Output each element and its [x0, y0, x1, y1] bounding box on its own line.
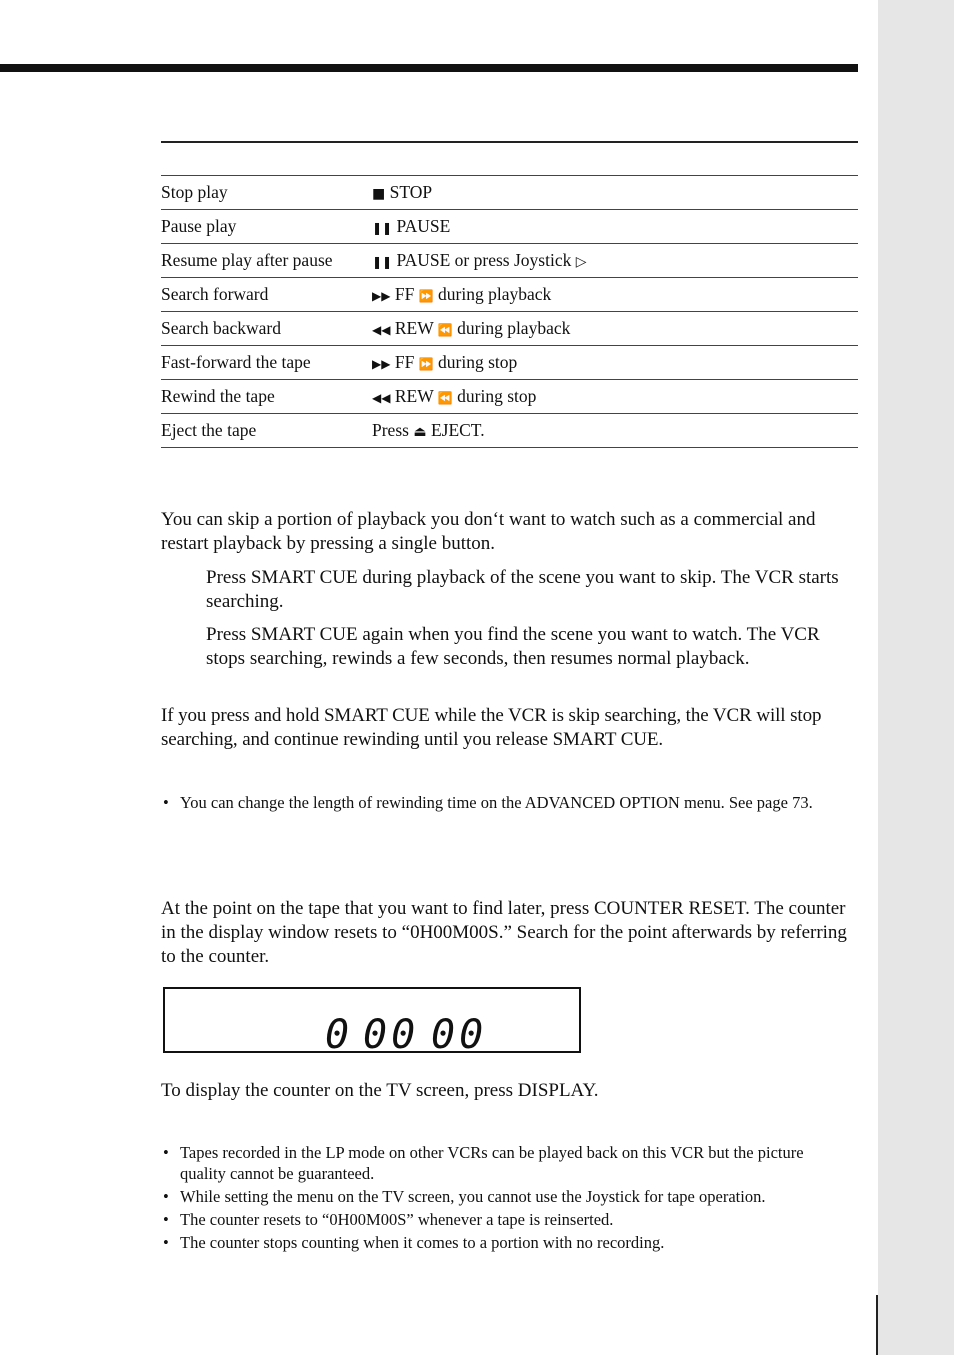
table-row [161, 210, 858, 244]
counter-text: At the point on the tape that you want to find later, press COUNTER RESET. The counter in the display window resets to “0H00M00S.” Search for the point afterwards by referring to the counter. [161, 898, 847, 967]
table-row [161, 380, 858, 414]
ff-circle-icon: ⏩ [418, 289, 434, 303]
rewind-icon: ◀◀ [372, 323, 391, 337]
operation-cell: ▶▶ FF ⏩ during playback [372, 278, 858, 312]
table-row [161, 312, 858, 346]
operation-cell: ◀◀ REW ⏪ during playback [372, 312, 858, 346]
note-item: • While setting the menu on the TV screen, you cannot use the Joystick for tape operation. [161, 1186, 851, 1207]
header-rule [0, 64, 858, 72]
counter-minutes: 00 [363, 1012, 420, 1058]
playback-operations-table [161, 175, 858, 448]
operation-cell: ▶▶ FF ⏩ during stop [372, 346, 858, 380]
display-counter-text: To display the counter on the TV screen, press DISPLAY. [161, 1080, 599, 1101]
note-item: • The counter stops counting when it comes to a portion with no recording. [161, 1232, 851, 1253]
note-item: • You can change the length of rewinding time on the ADVANCED OPTION menu. See page 73. [161, 792, 851, 813]
skip-step-1: Press SMART CUE during playback of the scene you want to skip. The VCR starts searching. [206, 567, 839, 612]
skip-notes [161, 792, 851, 815]
operation-cell: ❚❚ PAUSE or press Joystick ▷ [372, 244, 858, 278]
action-cell: Eject the tape [161, 414, 372, 448]
section-rule [161, 141, 858, 143]
operation-cell: ◀◀ REW ⏪ during stop [372, 380, 858, 414]
table-row [161, 278, 858, 312]
ff-circle-icon: ⏩ [418, 357, 434, 371]
note-item: • Tapes recorded in the LP mode on other VCRs can be played back on this VCR but the picture quality cannot be guaranteed. [161, 1142, 851, 1184]
stop-icon: ■ [372, 186, 386, 202]
table-row [161, 244, 858, 278]
counter-seconds: 00 [431, 1012, 488, 1058]
action-cell: Stop play [161, 176, 372, 210]
action-cell: Rewind the tape [161, 380, 372, 414]
operation-cell: ❚❚ PAUSE [372, 210, 858, 244]
page-edge-mark [876, 1295, 878, 1355]
table-row [161, 346, 858, 380]
eject-icon: ⏏ [413, 424, 427, 440]
operation-cell: Press ⏏ EJECT. [372, 414, 858, 448]
rewind-icon: ◀◀ [372, 391, 391, 405]
page-edge-strip [878, 0, 954, 1355]
rew-circle-icon: ⏪ [437, 323, 453, 337]
action-cell: Pause play [161, 210, 372, 244]
action-cell: Fast-forward the tape [161, 346, 372, 380]
counter-display-window [163, 987, 581, 1058]
skip-intro: You can skip a portion of playback you don‘t want to watch such as a commercial and restart playback by pressing a single button. [161, 509, 816, 554]
action-cell: Resume play after pause [161, 244, 372, 278]
counter-hours: 0 [325, 1012, 354, 1058]
rew-circle-icon: ⏪ [437, 391, 453, 405]
pause-icon: ❚❚ [372, 255, 393, 269]
joystick-right-icon: ▷ [575, 254, 587, 270]
action-cell: Search forward [161, 278, 372, 312]
skip-hold-text: If you press and hold SMART CUE while the VCR is skip searching, the VCR will stop searching, and continue rewinding until you release SMART CUE. [161, 705, 822, 750]
table-row [161, 414, 858, 448]
table-row [161, 176, 858, 210]
skip-step-2: Press SMART CUE again when you find the scene you want to watch. The VCR stops searching, rewinds a few seconds, then resumes normal playback. [206, 624, 820, 669]
action-cell: Search backward [161, 312, 372, 346]
general-notes [161, 1142, 851, 1255]
fast-forward-icon: ▶▶ [372, 357, 391, 371]
note-item: • The counter resets to “0H00M00S” whenever a tape is reinserted. [161, 1209, 851, 1230]
pause-icon: ❚❚ [372, 221, 393, 235]
fast-forward-icon: ▶▶ [372, 289, 391, 303]
operation-cell: ■ STOP [372, 176, 858, 210]
